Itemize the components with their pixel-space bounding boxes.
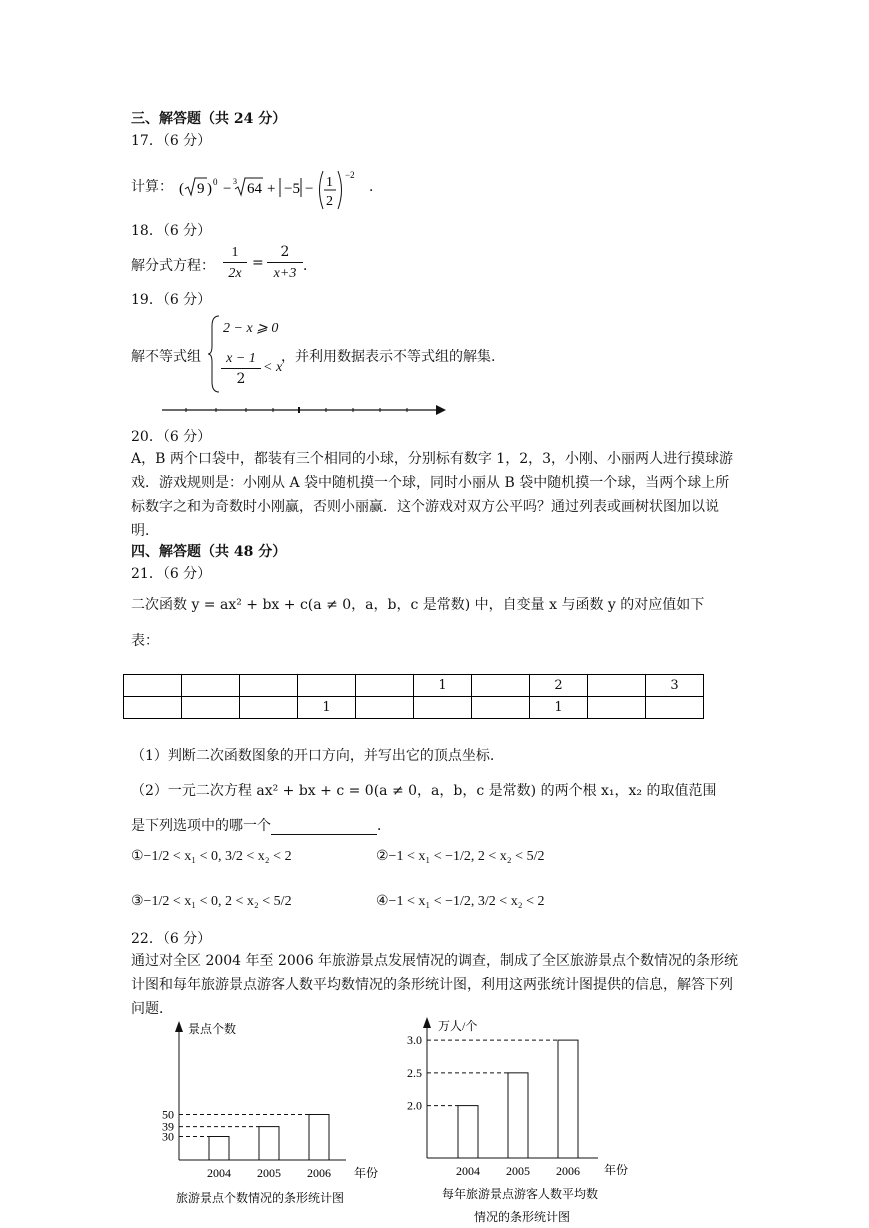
q18-lead: 解分式方程：	[131, 258, 215, 274]
y-axis-label: 万人/个	[438, 1019, 478, 1033]
option-1: ①−1/2 < x₁ < 0, 3/2 < x₂ < 2	[131, 849, 292, 864]
x-axis-label: 年份	[604, 1163, 629, 1177]
bar-2004	[458, 1106, 478, 1158]
q18-end: ．	[303, 258, 317, 274]
q20-text: A，B 两个口袋中，都装有三个相同的小球，分别标有数字 1，2，3，小刚、小丽两人进行摸球游戏．游戏规则是：小刚从 A 袋中随机摸一个球，同时小丽从 B 袋中随机摸一个球，当两个球上所标数字之和为奇数时小刚赢，否则小丽赢．这个游戏对双方公平吗？通过列表或画树状图加以说明．	[131, 451, 734, 539]
table-cell: 2	[530, 675, 588, 697]
option-3: ③−1/2 < x₁ < 0, 2 < x₂ < 5/2	[131, 894, 292, 909]
q17-number: 17．（6 分）	[131, 133, 212, 149]
bar-2005	[508, 1073, 528, 1158]
y-tick-label: 50	[162, 1107, 174, 1122]
table-cell	[240, 697, 298, 719]
table-row	[124, 675, 704, 697]
svg-text:1: 1	[326, 175, 333, 190]
table-cell: 3	[646, 675, 704, 697]
table-cell	[414, 697, 472, 719]
svg-text:3: 3	[233, 177, 237, 186]
y-tick-label: 3.0	[407, 1033, 422, 1048]
x-tick-label: 2005	[257, 1166, 281, 1180]
q22-number: 22．（6 分）	[131, 931, 212, 947]
q18-lhs-denominator: 2x	[228, 266, 242, 281]
table-cell	[472, 697, 530, 719]
q19-inequality-2-denominator: 2	[236, 371, 246, 387]
q21-intro-line-2: 表：	[131, 633, 159, 649]
svg-text:0: 0	[213, 177, 218, 187]
svg-text:−: −	[223, 181, 232, 197]
q18-number: 18．（6 分）	[131, 223, 212, 239]
y-axis-arrow	[175, 1021, 183, 1032]
table-cell	[124, 675, 182, 697]
chart-caption-line-2: 情况的条形统计图	[474, 1210, 571, 1224]
chart-caption-line-1: 每年旅游景点游客人数平均数	[442, 1187, 599, 1201]
q21-part-2b-end: ．	[377, 818, 391, 834]
q20-number: 20．（6 分）	[131, 429, 212, 445]
svg-text:2: 2	[326, 194, 333, 209]
answer-blank[interactable]	[271, 820, 377, 835]
chart-visitors-average	[398, 1014, 648, 1228]
x-axis-label: 年份	[354, 1166, 379, 1180]
table-cell: 1	[530, 697, 588, 719]
x-tick-label: 2004	[456, 1164, 480, 1178]
y-axis-arrow	[423, 1017, 431, 1028]
q19-number: 19．（6 分）	[131, 292, 212, 308]
q18-rhs-denominator: x+3	[273, 266, 297, 281]
table-cell	[588, 697, 646, 719]
table-cell	[356, 697, 414, 719]
table-cell	[356, 675, 414, 697]
q17-expression	[177, 168, 367, 212]
x-tick-label: 2006	[307, 1166, 331, 1180]
option-2: ②−1 < x₁ < −1/2, 2 < x₂ < 5/2	[376, 849, 545, 864]
table-cell	[124, 697, 182, 719]
svg-text:): )	[207, 181, 212, 197]
q21-intro-line-1: 二次函数 y = ax² + bx + c(a ≠ 0，a，b，c 是常数) 中，自变量 x 与函数 y 的对应值如下	[131, 597, 705, 613]
table-row	[124, 697, 704, 719]
svg-text:+: +	[267, 181, 276, 197]
table-cell: 1	[414, 675, 472, 697]
q18-equals: =	[252, 255, 264, 271]
bar-2004	[209, 1137, 229, 1161]
y-tick-label: 39	[162, 1119, 174, 1134]
q22-text: 通过对全区 2004 年至 2006 年旅游景点发展情况的调查，制成了全区旅游景点个数情况的条形统计图和每年旅游景点游客人数平均数情况的条形统计图，利用这两张统计图提供的信息，解答下列问题．	[131, 953, 739, 1017]
bar-2006	[558, 1040, 578, 1158]
section-3-title: 三、解答题（共 24 分）	[131, 111, 287, 127]
bar-2006	[309, 1115, 329, 1161]
x-tick-label: 2004	[207, 1166, 231, 1180]
q21-part-1: （1）判断二次函数图象的开口方向，并写出它的顶点坐标.	[131, 748, 495, 764]
q19-tail: ，并利用数据表示不等式组的解集.	[281, 349, 496, 365]
q19-body	[131, 314, 731, 394]
value-table	[123, 674, 704, 719]
svg-text:(: (	[179, 181, 184, 197]
left-brace	[207, 314, 221, 394]
q19-lead: 解不等式组	[131, 349, 201, 365]
svg-text:−2: −2	[345, 170, 355, 180]
svg-text:−5: −5	[284, 181, 300, 197]
section-4-title: 四、解答题（共 48 分）	[131, 544, 287, 560]
number-line	[160, 402, 450, 418]
q21-part-2: （2）一元二次方程 ax² + bx + c = 0(a ≠ 0，a，b，c 是常数) 的两个根 x₁，x₂ 的取值范围	[131, 783, 717, 799]
q17-lead: 计算：	[131, 179, 173, 195]
q18-rhs-numerator: 2	[267, 243, 303, 263]
x-tick-label: 2005	[506, 1164, 530, 1178]
y-tick-label: 2.5	[407, 1065, 422, 1080]
q21-part-2b-text: 是下列选项中的哪一个	[131, 818, 271, 834]
table-cell	[472, 675, 530, 697]
y-tick-label: 2.0	[407, 1098, 422, 1113]
table-cell	[240, 675, 298, 697]
svg-text:−: −	[305, 181, 314, 197]
table-cell	[646, 697, 704, 719]
svg-text:64: 64	[247, 181, 262, 197]
q21-part-2b	[131, 815, 391, 835]
table-cell: 1	[298, 697, 356, 719]
y-axis-label: 景点个数	[188, 1022, 237, 1036]
table-cell	[182, 697, 240, 719]
y-tick-label: 30	[162, 1129, 174, 1144]
q21-number: 21．（6 分）	[131, 566, 212, 582]
table-cell	[588, 675, 646, 697]
x-tick-label: 2006	[556, 1164, 580, 1178]
q19-inequality-2-numerator: x − 1	[221, 350, 261, 369]
option-4: ④−1 < x₁ < −1/2, 3/2 < x₂ < 2	[376, 894, 545, 909]
table-cell	[182, 675, 240, 697]
q17-end: ．	[369, 179, 383, 195]
q18-lhs-numerator: 1	[223, 243, 247, 263]
svg-text:9: 9	[197, 181, 205, 197]
bar-2005	[259, 1127, 279, 1160]
chart-scenic-spots	[150, 1018, 390, 1208]
q19-inequality-2-rest: < x	[263, 360, 283, 375]
table-cell	[298, 675, 356, 697]
chart-caption: 旅游景点个数情况的条形统计图	[176, 1191, 345, 1205]
q19-inequality-1: 2 − x ⩾ 0	[223, 321, 279, 336]
